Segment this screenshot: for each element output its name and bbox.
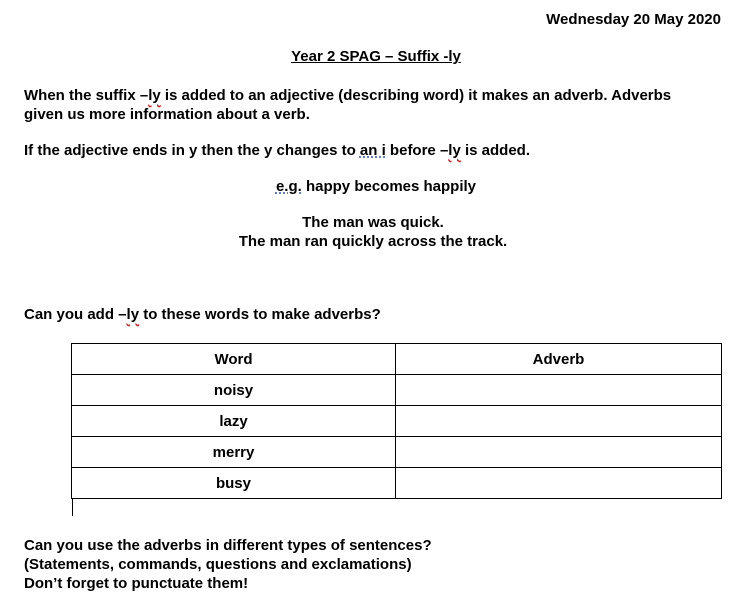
task-question <box>24 306 381 323</box>
grammar-flag: e.g. <box>275 178 302 195</box>
intro-line-2: given us more information about a verb. <box>24 106 310 123</box>
spelling-rule <box>24 142 530 159</box>
column-header-adverb: Adverb <box>396 344 722 375</box>
column-header-word: Word <box>72 344 396 375</box>
spellcheck-word: ly <box>126 306 140 323</box>
footer-instructions <box>24 536 432 593</box>
intro-paragraph <box>24 86 671 124</box>
adverb-cell[interactable] <box>396 375 722 406</box>
example-sentence-1: The man was quick. <box>302 214 444 231</box>
document-date: Wednesday 20 May 2020 <box>546 11 721 28</box>
rule-text: If the adjective ends in y then the y changes to <box>24 142 360 159</box>
example-sentence-2: The man ran quickly across the track. <box>238 233 508 250</box>
word-cell: merry <box>72 437 396 468</box>
document-title: Year 2 SPAG – Suffix -ly <box>291 48 461 65</box>
footer-line-2: (Statements, commands, questions and exclamations) <box>24 556 412 573</box>
intro-text: is added to an adjective (describing word) it makes an adverb. Adverbs <box>160 87 672 104</box>
text-cursor <box>72 498 73 516</box>
adverb-cell[interactable] <box>396 468 722 499</box>
spellcheck-word: ly <box>448 142 461 159</box>
example-text: happy becomes happily <box>301 178 477 195</box>
word-cell: lazy <box>72 406 396 437</box>
grammar-flag: an i <box>359 142 386 159</box>
table-header-row <box>72 344 722 375</box>
adverb-table <box>71 343 722 499</box>
table-row <box>72 375 722 406</box>
adverb-cell[interactable] <box>396 406 722 437</box>
intro-text: When the suffix – <box>24 87 149 104</box>
rule-text: before – <box>385 142 449 159</box>
question-text: Can you add – <box>24 306 127 323</box>
adverb-cell[interactable] <box>396 437 722 468</box>
footer-line-3: Don’t forget to punctuate them! <box>24 575 249 592</box>
spellcheck-word: ly <box>148 87 161 104</box>
table-row <box>72 468 722 499</box>
question-text: to these words to make adverbs? <box>139 306 381 323</box>
word-cell: noisy <box>72 375 396 406</box>
intro-line-1 <box>24 86 671 105</box>
table-row <box>72 437 722 468</box>
example-line <box>0 178 752 195</box>
footer-line-1: Can you use the adverbs in different types of sentences? <box>24 537 432 554</box>
rule-text: is added. <box>460 142 530 159</box>
table-row <box>72 406 722 437</box>
word-cell: busy <box>72 468 396 499</box>
